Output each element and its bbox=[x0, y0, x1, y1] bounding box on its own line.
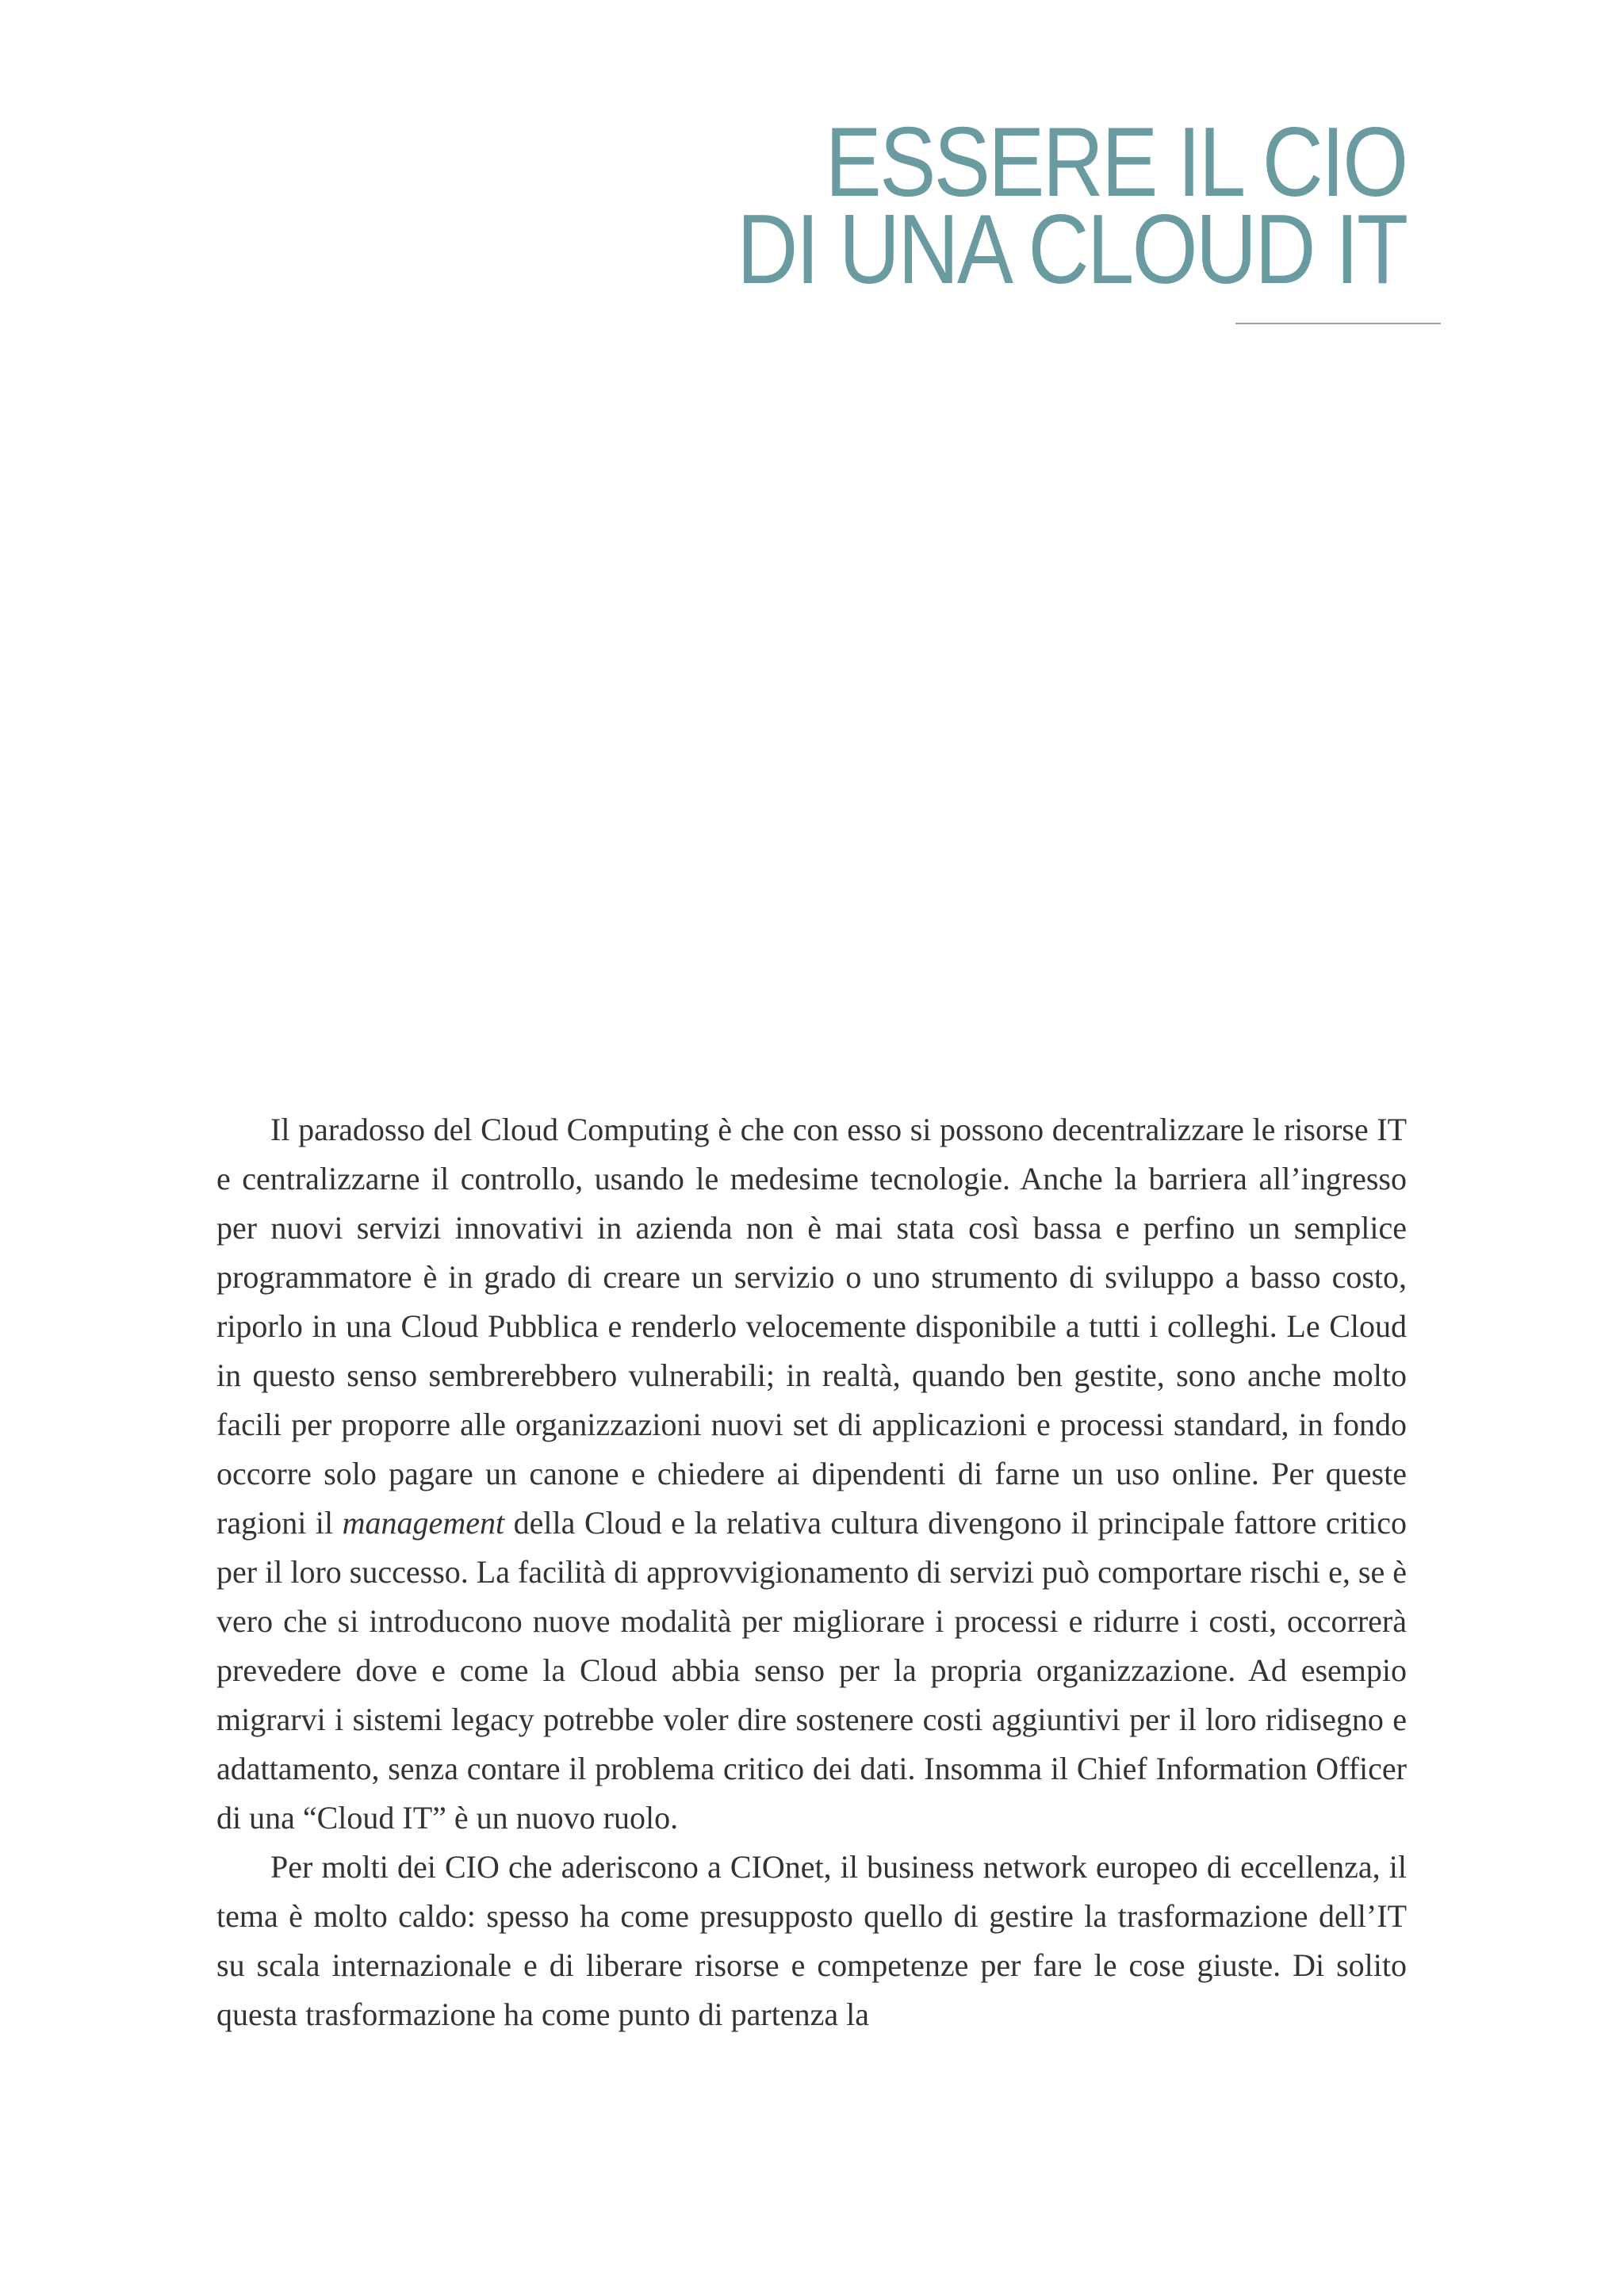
body-text bbox=[216, 1105, 1407, 2039]
chapter-title bbox=[737, 108, 1407, 304]
paragraph-1-text-end: della Cloud e la relativa cultura divengono il principale fattore critico per il loro successo. La facilità di approvvigionamento di servizi può comportare rischi e, se è vero che si introducono nuove modalità per migliorare i processi e ridurre i costi, occorrerà prevedere dove e come la Cloud abbia senso per la propria organizzazione. Ad esempio migrarvi i sistemi legacy potrebbe voler dire sostenere costi aggiuntivi per il loro ridisegno e adattamento, senza contare il problema critico dei dati. Insomma il Chief Information Officer di una “Cloud IT” è un nuovo ruolo. bbox=[216, 1505, 1408, 1836]
chapter-title-line-1: ESSERE IL CIO bbox=[825, 108, 1407, 217]
paragraph-1-emphasis: management bbox=[342, 1505, 505, 1541]
paragraph-2: Per molti dei CIO che aderiscono a CIOnet, il business network europeo di eccellenza, il tema è molto caldo: spesso ha come presupposto quello di gestire la trasformazione dell’IT su scala internazionale e di liberare risorse e competenze per fare le cose giuste. Di solito questa trasformazione ha come punto di partenza la bbox=[216, 1849, 1407, 2032]
chapter-title-line-2: DI UNA CLOUD IT bbox=[737, 195, 1407, 304]
paragraph-1-text-start: Il paradosso del Cloud Computing è che con esso si possono decentralizzare le risorse IT e centralizzarne il controllo, usando le medesime tecnologie. Anche la barriera all’ingresso per nuovi servizi innovativi in azienda non è mai stata così bassa e perfino un semplice programmatore è in grado di creare un servizio o uno strumento di sviluppo a basso costo, riporlo in una Cloud Pubblica e renderlo velocemente disponibile a tutti i colleghi. Le Cloud in questo senso sembrerebbero vulnerabili; in realtà, quando ben gestite, sono anche molto facili per proporre alle organizzazioni nuovi set di applicazioni e processi standard, in fondo occorre solo pagare un canone e chiedere ai dipendenti di farne un uso online. Per queste ragioni il bbox=[216, 1112, 1407, 1541]
title-divider-rule bbox=[1235, 323, 1441, 324]
paragraph-1 bbox=[216, 1105, 1407, 1843]
